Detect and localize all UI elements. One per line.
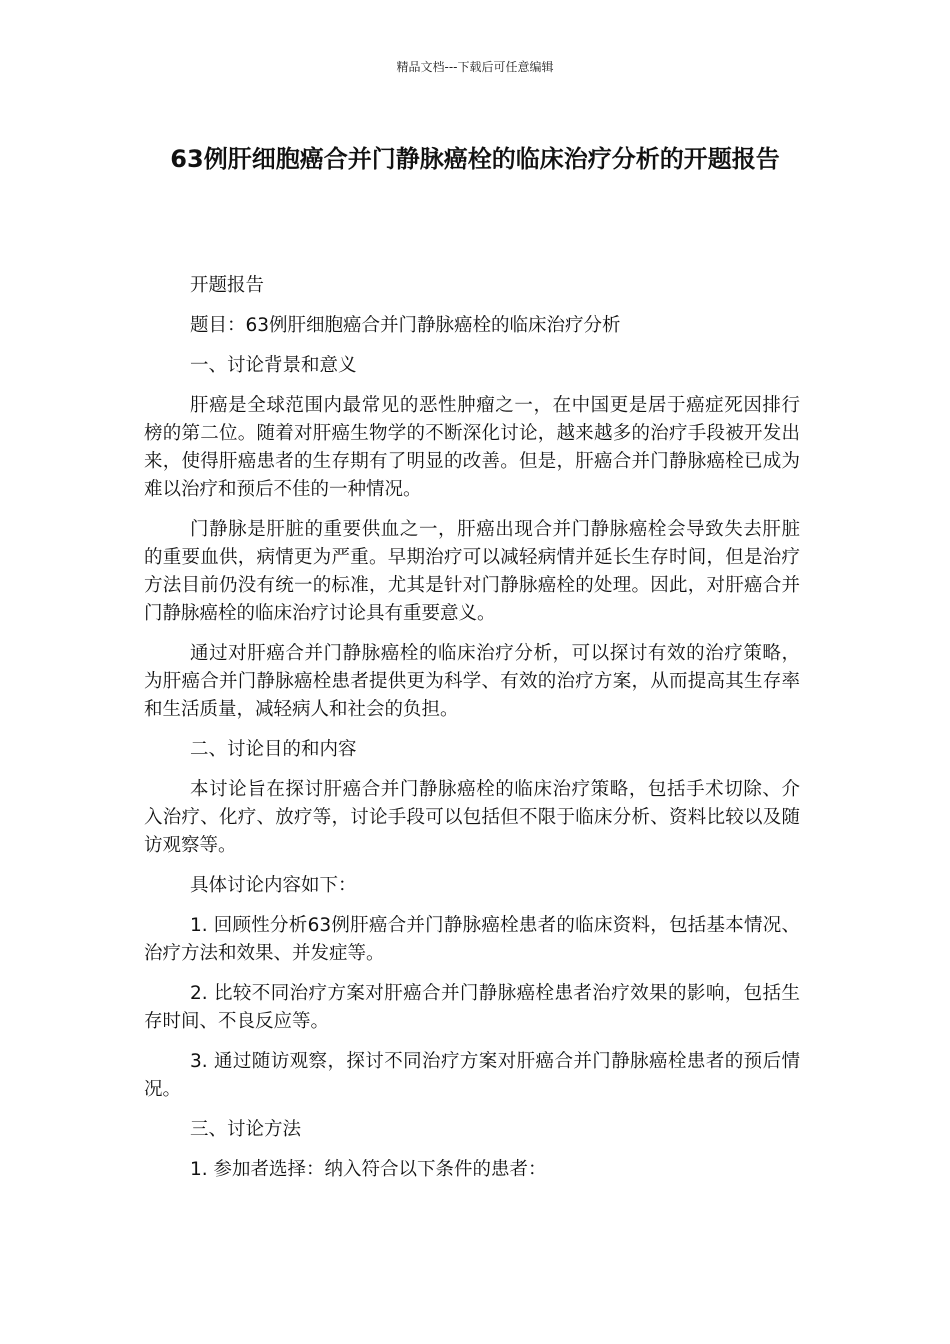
list-item: 1. 回顾性分析63例肝癌合并门静脉癌栓患者的临床资料，包括基本情况、治疗方法和效果、并发症等。	[144, 915, 800, 964]
document-body	[144, 272, 800, 1196]
list-item: 2. 比较不同治疗方案对肝癌合并门静脉癌栓患者治疗效果的影响，包括生存时间、不良反应等。	[144, 983, 800, 1032]
paragraph: 通过对肝癌合并门静脉癌栓的临床治疗分析，可以探讨有效的治疗策略，为肝癌合并门静脉癌栓患者提供更为科学、有效的治疗方案，从而提高其生存率和生活质量，减轻病人和社会的负担。	[144, 643, 800, 720]
paragraph: 具体讨论内容如下：	[190, 875, 357, 896]
section-heading-methods: 三、讨论方法	[190, 1119, 302, 1140]
paragraph-topic: 题目：63例肝细胞癌合并门静脉癌栓的临床治疗分析	[190, 315, 621, 336]
section-heading-purpose: 二、讨论目的和内容	[190, 739, 357, 760]
list-item: 3. 通过随访观察，探讨不同治疗方案对肝癌合并门静脉癌栓患者的预后情况。	[144, 1051, 800, 1100]
page-header: 精品文档---下载后可任意编辑	[396, 60, 554, 74]
section-heading-background: 一、讨论背景和意义	[190, 355, 357, 376]
document-title: 63例肝细胞癌合并门静脉癌栓的临床治疗分析的开题报告	[170, 145, 780, 173]
paragraph-label: 开题报告	[190, 275, 265, 296]
paragraph: 肝癌是全球范围内最常见的恶性肿瘤之一，在中国更是居于癌症死因排行榜的第二位。随着对肝癌生物学的不断深化讨论，越来越多的治疗手段被开发出来，使得肝癌患者的生存期有了明显的改善。但是，肝癌合并门静脉癌栓已成为难以治疗和预后不佳的一种情况。	[144, 395, 800, 500]
list-item: 1. 参加者选择：纳入符合以下条件的患者：	[190, 1159, 547, 1180]
paragraph: 门静脉是肝脏的重要供血之一，肝癌出现合并门静脉癌栓会导致失去肝脏的重要血供，病情更为严重。早期治疗可以减轻病情并延长生存时间，但是治疗方法目前仍没有统一的标准，尤其是针对门静脉癌栓的处理。因此，对肝癌合并门静脉癌栓的临床治疗讨论具有重要意义。	[144, 519, 800, 624]
paragraph: 本讨论旨在探讨肝癌合并门静脉癌栓的临床治疗策略，包括手术切除、介入治疗、化疗、放疗等，讨论手段可以包括但不限于临床分析、资料比较以及随访观察等。	[144, 779, 800, 856]
